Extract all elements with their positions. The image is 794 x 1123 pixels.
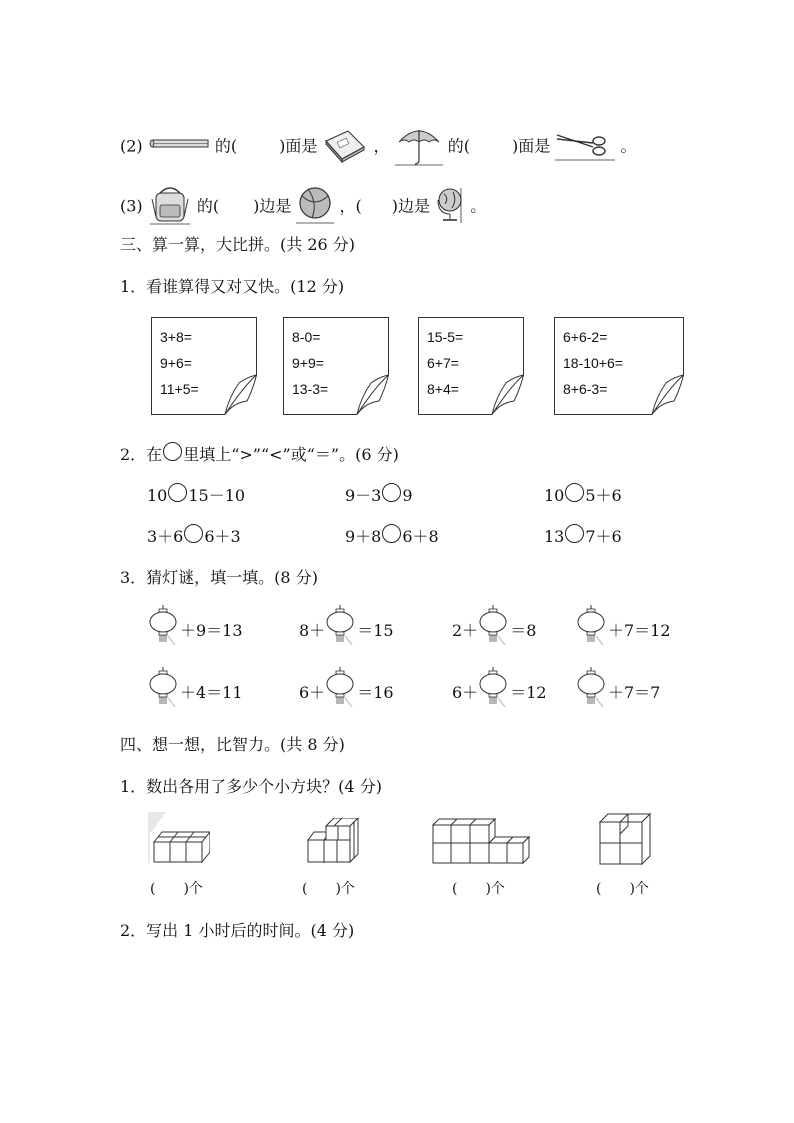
lantern-puzzle — [452, 665, 547, 707]
question-number: (2) — [120, 136, 143, 156]
book-icon — [322, 127, 368, 167]
lantern-suffix: ＝16 — [357, 683, 394, 702]
equation: 8-0= — [292, 329, 321, 345]
lantern-suffix: ＋4＝11 — [180, 683, 243, 702]
count-answer[interactable]: ( )个 — [302, 881, 355, 897]
cube-figure-2 — [306, 818, 366, 868]
backpack-icon — [148, 185, 192, 229]
section-3-q3-title: 3．猜灯谜，填一填。(8 分) — [120, 568, 318, 587]
equation: 18-10+6= — [563, 355, 623, 371]
cube-figure-3 — [431, 817, 531, 865]
compare-item: 13 7＋6 — [544, 524, 622, 547]
equation: 9+6= — [160, 355, 192, 371]
compare-circle[interactable] — [565, 524, 584, 543]
lantern-suffix: ＝8 — [510, 621, 537, 640]
lantern-puzzle — [299, 603, 394, 645]
lantern-icon[interactable] — [576, 667, 606, 707]
lantern-suffix: ＝12 — [510, 683, 547, 702]
compare-circle[interactable] — [184, 524, 203, 543]
section-4-title: 四、想一想，比智力。(共 8 分) — [120, 735, 345, 754]
section-3-q2-title: 2．在 里填上“>”“<”或“＝”。(6 分) — [120, 442, 399, 465]
pencil-icon — [148, 137, 210, 157]
lantern-prefix: 6＋ — [452, 683, 479, 702]
lantern-puzzle — [576, 665, 660, 707]
lantern-suffix: ＋7＝12 — [608, 621, 671, 640]
equation: 3+8= — [160, 329, 192, 345]
lantern-puzzle — [299, 665, 394, 707]
compare-item: 9＋8 6＋8 — [345, 524, 439, 547]
compare-circle[interactable] — [382, 524, 401, 543]
lantern-puzzle — [148, 603, 243, 645]
ball-icon — [296, 186, 334, 228]
section-3-title: 三、算一算，大比拼。(共 26 分) — [120, 235, 356, 254]
lantern-prefix: 8＋ — [299, 621, 326, 640]
section-4-q2-title: 2．写出 1 小时后的时间。(4 分) — [120, 921, 355, 940]
compare-circle[interactable] — [565, 483, 584, 502]
cube-figure-4 — [598, 812, 654, 866]
equation: 11+5= — [160, 381, 199, 397]
lantern-suffix: ＝15 — [357, 621, 394, 640]
calc-card — [554, 317, 684, 415]
lantern-puzzle — [452, 603, 536, 645]
calc-card — [283, 317, 389, 415]
equation: 8+4= — [427, 381, 459, 397]
compare-item: 3＋6 6＋3 — [147, 524, 241, 547]
compare-item: 9－3 9 — [345, 483, 413, 506]
question-number: (3) — [120, 196, 143, 216]
calc-card — [418, 317, 524, 415]
compare-circle[interactable] — [382, 483, 401, 502]
count-answer[interactable]: ( )个 — [596, 881, 649, 897]
circle-blank-icon — [163, 442, 182, 461]
lantern-puzzle — [148, 665, 243, 707]
umbrella-icon — [395, 124, 443, 170]
question-3-line: (3) 的( )边是 ，( )边是 。 — [120, 185, 486, 229]
lantern-icon[interactable] — [148, 667, 178, 707]
compare-item: 10 5＋6 — [544, 483, 622, 506]
lantern-prefix: 2＋ — [452, 621, 479, 640]
calc-card — [151, 317, 257, 415]
lantern-icon[interactable] — [478, 667, 508, 707]
cube-figure-1 — [148, 812, 210, 866]
lantern-prefix: 6＋ — [299, 683, 326, 702]
equation: 6+6-2= — [563, 329, 608, 345]
lantern-suffix: ＋7＝7 — [608, 683, 661, 702]
compare-circle[interactable] — [168, 483, 187, 502]
lantern-suffix: ＋9＝13 — [180, 621, 243, 640]
equation: 15-5= — [427, 329, 464, 345]
section-3-q1-title: 1．看谁算得又对又快。(12 分) — [120, 277, 345, 296]
compare-item: 10 15－10 — [147, 483, 245, 506]
lantern-icon[interactable] — [325, 667, 355, 707]
lantern-puzzle — [576, 603, 671, 645]
lantern-icon[interactable] — [148, 605, 178, 645]
lantern-icon[interactable] — [576, 605, 606, 645]
equation: 9+9= — [292, 355, 324, 371]
equation: 6+7= — [427, 355, 459, 371]
lantern-icon[interactable] — [325, 605, 355, 645]
globe-icon — [435, 186, 465, 228]
section-4-q1-title: 1．数出各用了多少个小方块？(4 分) — [120, 777, 382, 796]
equation: 13-3= — [292, 381, 329, 397]
equation: 8+6-3= — [563, 381, 608, 397]
count-answer[interactable]: ( )个 — [150, 881, 203, 897]
count-answer[interactable]: ( )个 — [452, 881, 505, 897]
lantern-icon[interactable] — [478, 605, 508, 645]
question-2-line: (2) 的( )面是 ， 的( )面是 。 — [120, 124, 636, 170]
scissors-icon — [555, 129, 615, 165]
